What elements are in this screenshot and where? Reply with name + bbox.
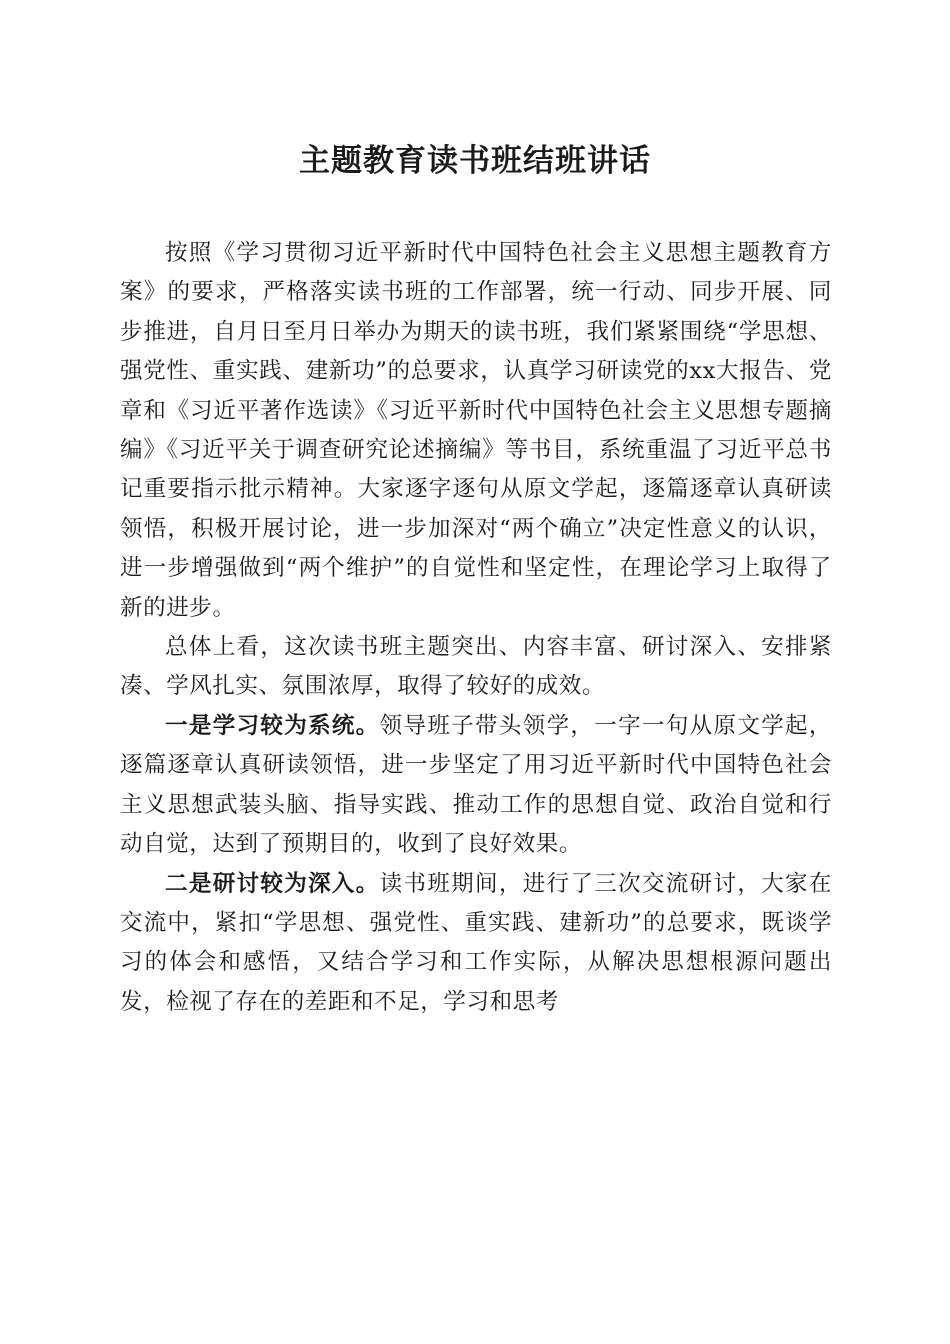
- paragraph-text: 领导班子带头领学，一字一句从原文学起，逐篇逐章认真研读领悟，进一步坚定了用习近平新时代中国特色社会主义思想武装头脑、指导实践、推动工作的思想自觉、政治自觉和行动自觉，达到了预期目的，收到了良好效果。: [120, 712, 832, 858]
- paragraph-text: 按照《学习贯彻习近平新时代中国特色社会主义思想主题教育方案》的要求，严格落实读书班的工作部署，统一行动、同步开展、同步推进，自月日至月日举办为期天的读书班，我们紧紧围绕“学思想、强党性、重实践、建新功”的总要求，认真学习研读党的xx大报告、党章和《习近平著作选读》《习近平新时代中国特色社会主义思想专题摘编》《习近平关于调查研究论述摘编》等书目，系统重温了习近平总书记重要指示批示精神。大家逐字逐句从原文学起，逐篇逐章认真研读领悟，积极开展讨论，进一步加深对“两个确立”决定性意义的认识，进一步增强做到“两个维护”的自觉性和坚定性，在理论学习上取得了新的进步。: [120, 240, 832, 621]
- paragraph-lead: 一是学习较为系统。: [165, 712, 380, 739]
- paragraph-lead: 二是研讨较为深入。: [165, 870, 380, 897]
- paragraph-point-one: [120, 707, 832, 865]
- paragraph-text: 总体上看，这次读书班主题突出、内容丰富、研讨深入、安排紧凑、学风扎实、氛围浓厚，取得了较好的成效。: [120, 634, 832, 700]
- paragraph-point-two: [120, 865, 832, 1023]
- document-title: 主题教育读书班结班讲话: [299, 143, 651, 179]
- paragraph-text: 读书班期间，进行了三次交流研讨，大家在交流中，紧扣“学思想、强党性、重实践、建新功”的总要求，既谈学习的体会和感悟，又结合学习和工作实际，从解决思想根源问题出发，检视了存在的差距和不足，学习和思考: [120, 870, 832, 1015]
- document-body: [120, 234, 832, 1022]
- paragraph-intro: [120, 234, 832, 628]
- paragraph-summary: [120, 628, 832, 707]
